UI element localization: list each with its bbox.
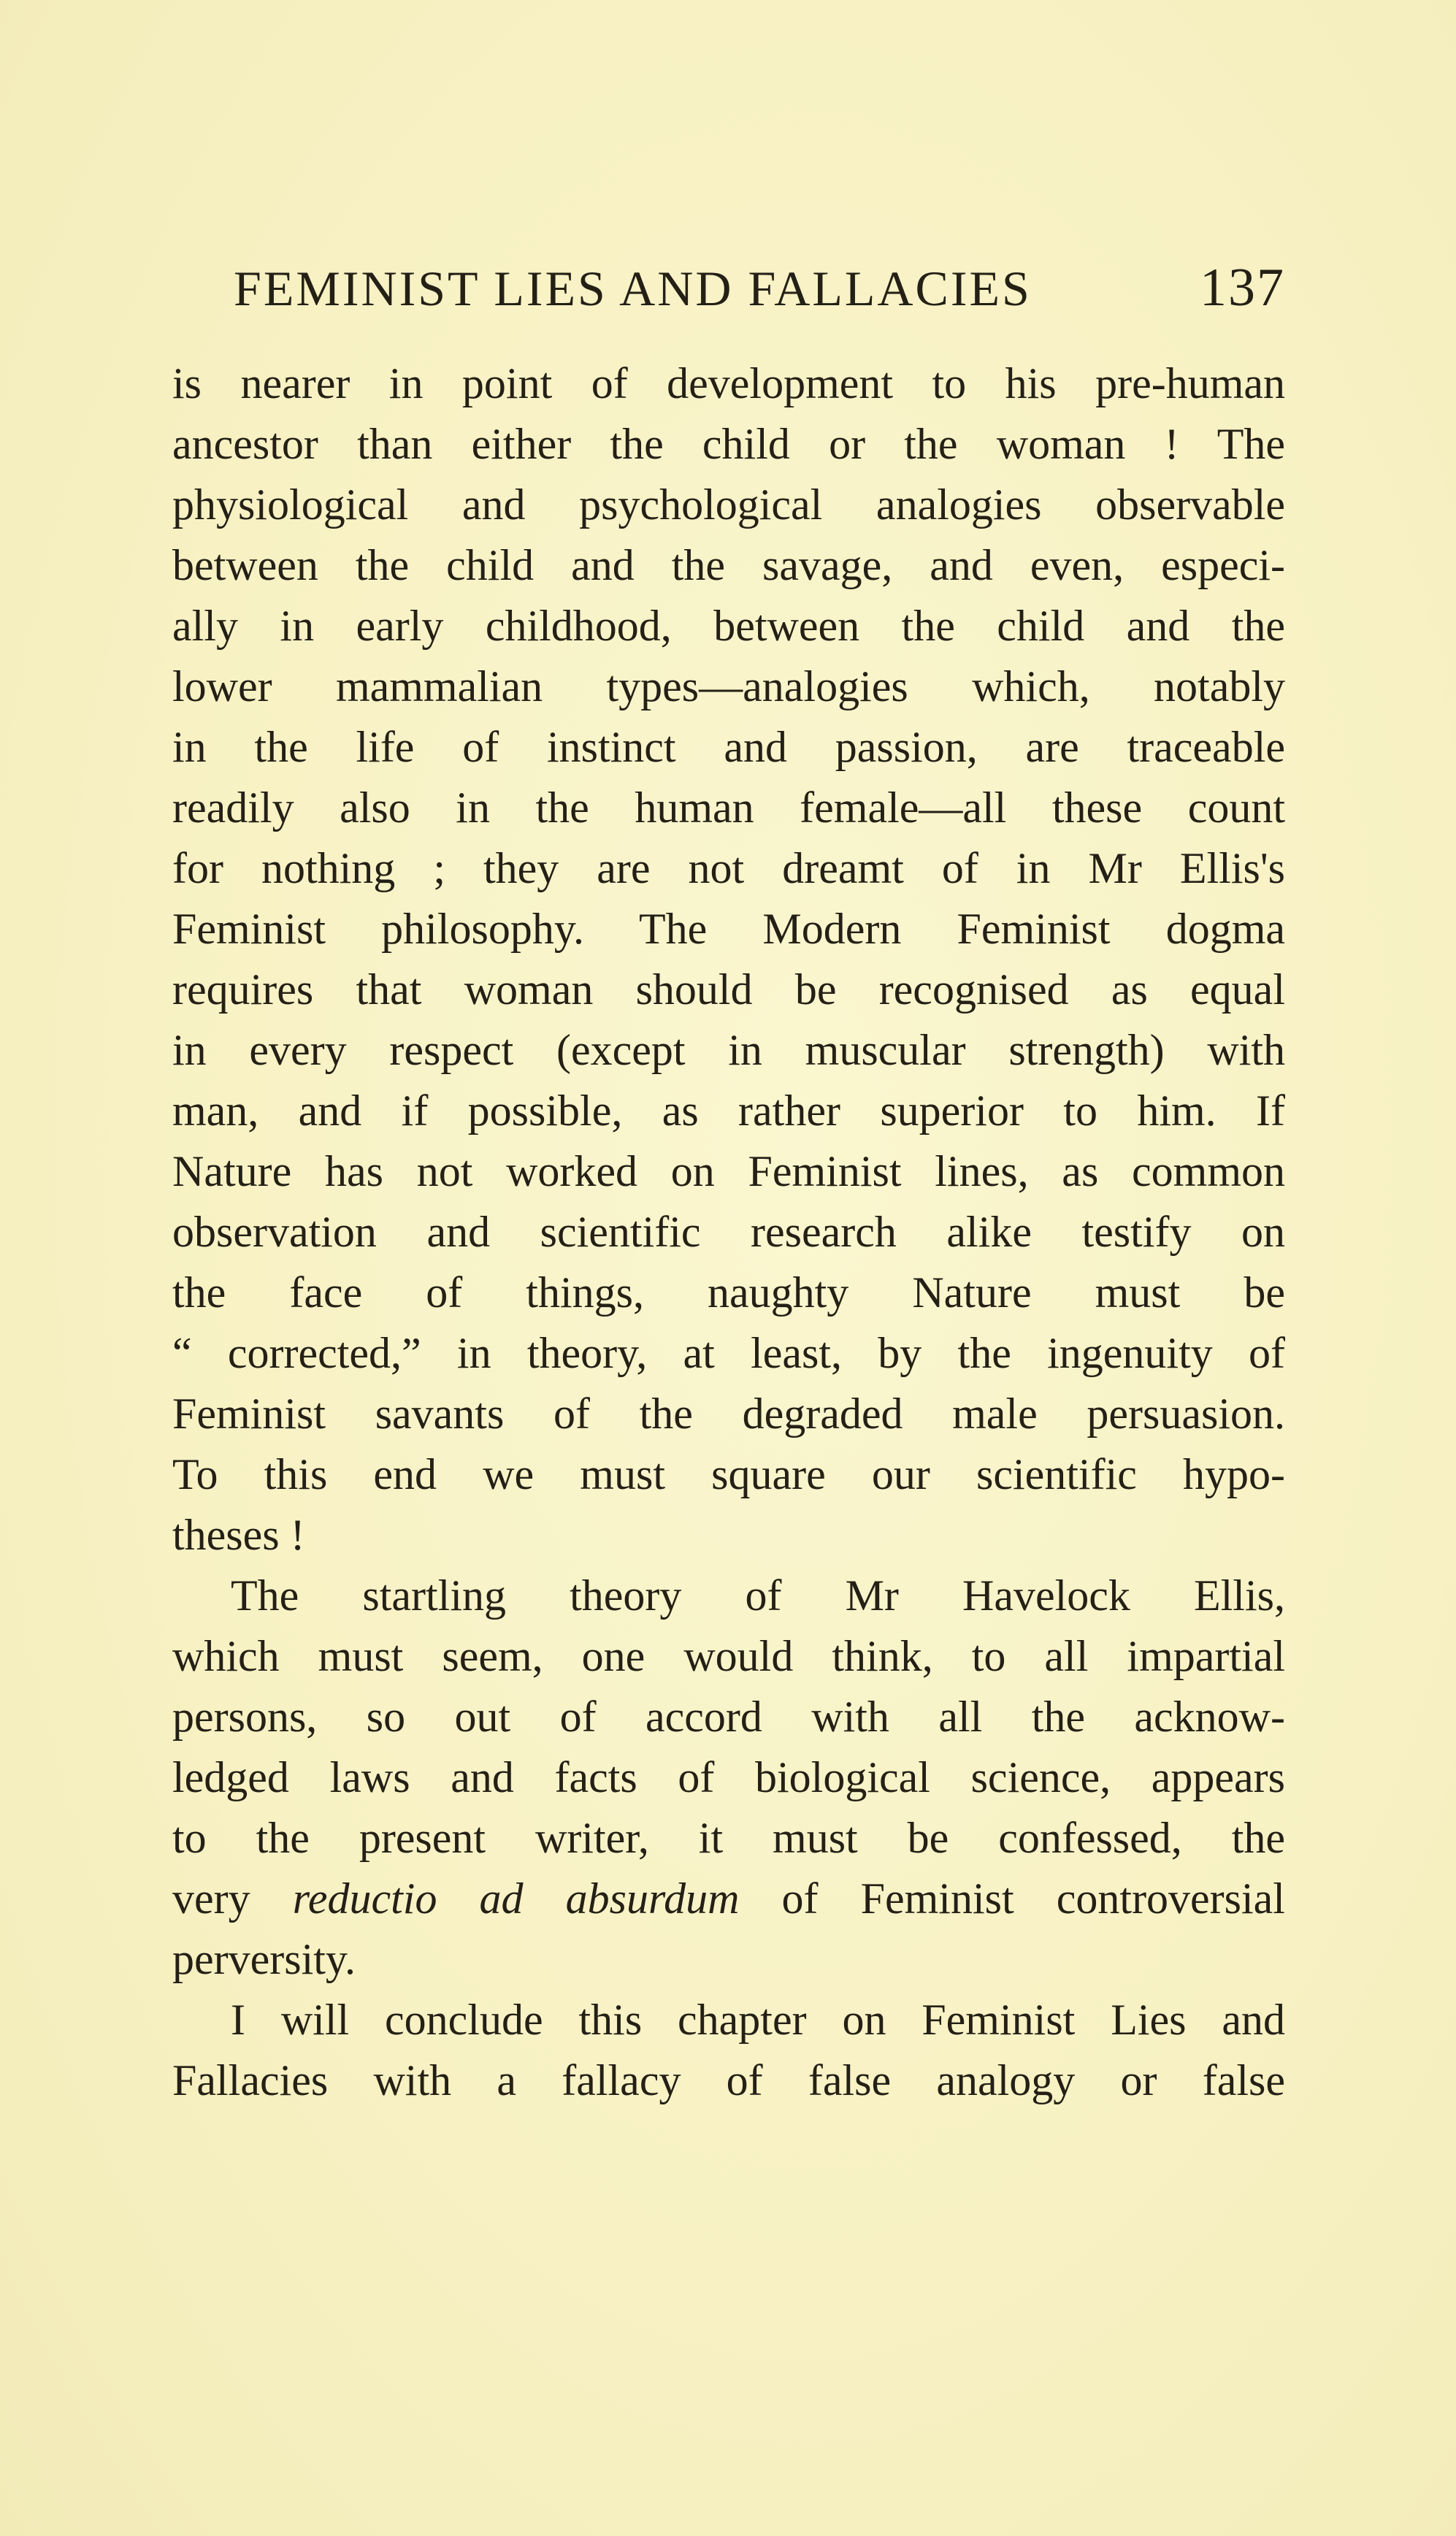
text-line: in every respect (except in muscular strength) with xyxy=(172,1026,1285,1074)
text-line: lower mammalian types—analogies which, notably xyxy=(172,662,1285,710)
text-line: ancestor than either the child or the woman ! The xyxy=(172,420,1285,468)
text-line: ledged laws and facts of biological science, appears xyxy=(172,1753,1285,1801)
text-line: readily also in the human female—all these count xyxy=(172,784,1285,832)
text-line: Fallacies with a fallacy of false analogy or false xyxy=(172,2056,1285,2104)
text-line: observation and scientific research alike testify on xyxy=(172,1208,1285,1256)
text-line: the face of things, naughty Nature must be xyxy=(172,1268,1285,1317)
text-line: which must seem, one would think, to all impartial xyxy=(172,1632,1285,1680)
text-line: man, and if possible, as rather superior to him. If xyxy=(172,1087,1285,1135)
text-line: “ corrected,” in theory, at least, by the ingenuity of xyxy=(172,1329,1285,1377)
text-line: between the child and the savage, and even, especi- xyxy=(172,541,1285,589)
text-line: Nature has not worked on Feminist lines, as common xyxy=(172,1147,1285,1195)
text-line: ally in early childhood, between the child and the xyxy=(172,602,1285,650)
text-line: physiological and psychological analogies observable xyxy=(172,480,1285,529)
text-line: Feminist savants of the degraded male persuasion. xyxy=(172,1390,1285,1438)
page-number: 137 xyxy=(1200,258,1285,318)
text-line: perversity. xyxy=(172,1935,356,1983)
running-title: FEMINIST LIES AND FALLACIES xyxy=(234,261,1032,316)
text-line: persons, so out of accord with all the acknow- xyxy=(172,1693,1285,1741)
italic-phrase: reductio ad absurdum xyxy=(292,1874,740,1923)
text-run: of Feminist controversial xyxy=(739,1874,1285,1923)
body-text xyxy=(172,353,1285,2111)
text-line: I will conclude this chapter on Feminist Lies and xyxy=(231,1996,1285,2044)
text-line: To this end we must square our scientific hypo- xyxy=(172,1450,1285,1498)
running-head xyxy=(234,257,1285,323)
text-line: for nothing ; they are not dreamt of in Mr Ellis's xyxy=(172,844,1285,892)
text-line: requires that woman should be recognised as equal xyxy=(172,965,1285,1014)
text-line: The startling theory of Mr Havelock Ellis, xyxy=(231,1571,1285,1620)
text-line: in the life of instinct and passion, are traceable xyxy=(172,723,1285,771)
text-line: Feminist philosophy. The Modern Feminist dogma xyxy=(172,905,1285,953)
text-run: very xyxy=(172,1874,293,1923)
text-line-mixed xyxy=(172,1869,1285,1929)
text-line: theses ! xyxy=(172,1511,305,1559)
text-line: to the present writer, it must be confessed, the xyxy=(172,1814,1285,1862)
text-line: is nearer in point of development to his pre-human xyxy=(172,359,1285,407)
